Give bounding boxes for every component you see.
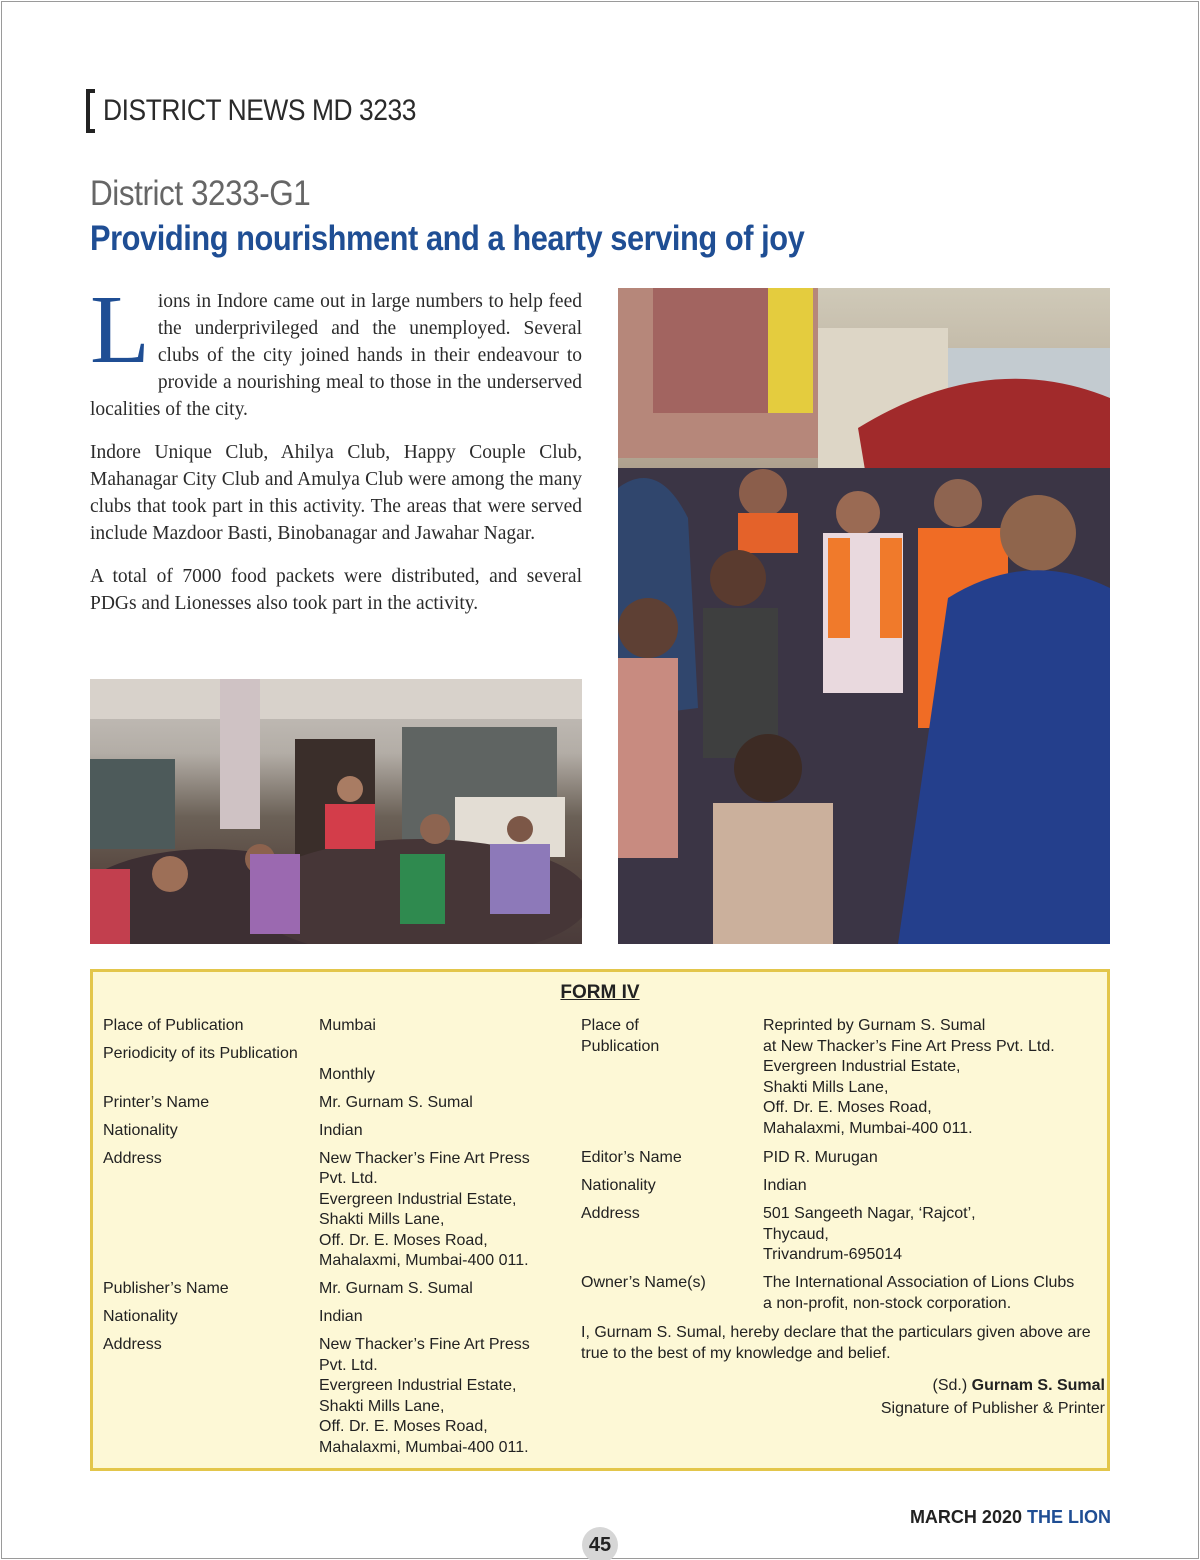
form-label: Nationality: [103, 1121, 178, 1139]
bracket-decoration: [86, 89, 95, 133]
form-value: New Thacker’s Fine Art Press Pvt. Ltd. Evergreen Industrial Estate, Shakti Mills Lane, Off. Dr. E. Moses Road, Mahalaxmi, Mumbai-400 011.: [319, 1336, 530, 1456]
form-value: 501 Sangeeth Nagar, ‘Rajcot’, Thycaud, Trivandrum-695014: [763, 1205, 976, 1263]
issue-footer: [910, 1507, 1111, 1528]
district-name: District 3233-G1: [90, 174, 311, 213]
declaration-text: I, Gurnam S. Sumal, hereby declare that the particulars given above are true to the best of my knowledge and belief.: [581, 1323, 1091, 1362]
form-label: Editor’s Name: [581, 1149, 682, 1166]
form-right-column: [581, 1016, 1105, 1420]
signature-prefix: (Sd.): [932, 1376, 968, 1394]
form-row: [103, 1335, 563, 1458]
form-row: [581, 1204, 1105, 1266]
food-distribution-photo: [90, 679, 582, 944]
paragraph-2: Indore Unique Club, Ahilya Club, Happy Couple Club, Mahanagar City Club and Amulya Club were among the many clubs that took part in this activity. The areas that were served include Mazdoor Basti, Binobanagar and Jawahar Nagar.: [90, 442, 582, 544]
form-value: The International Association of Lions Clubs a non-profit, non-stock corporation.: [763, 1274, 1075, 1312]
form-row: [581, 1176, 1105, 1197]
form-label: Address: [103, 1336, 162, 1353]
form-value: Mr. Gurnam S. Sumal: [319, 1093, 473, 1111]
form-value: Monthly: [319, 1065, 376, 1083]
magazine-name: THE LION: [1027, 1507, 1111, 1527]
food-distribution-illustration: [90, 679, 582, 944]
section-title: DISTRICT NEWS MD 3233: [103, 94, 417, 127]
form-label: Periodicity of its Publication: [103, 1045, 298, 1062]
volunteers-illustration: [618, 288, 1110, 944]
form-value: PID R. Murugan: [763, 1149, 878, 1166]
issue-date: MARCH 2020: [909, 1507, 1022, 1527]
form-row: [103, 1044, 563, 1085]
form-label: Owner’s Name(s): [581, 1274, 706, 1291]
form-row: [103, 1093, 563, 1114]
signature-name: Gurnam S. Sumal: [971, 1376, 1105, 1394]
form-label: Place of Publication: [581, 1017, 660, 1055]
form-label: Address: [581, 1205, 640, 1222]
paragraph-3: A total of 7000 food packets were distributed, and several PDGs and Lionesses also took part in the activity.: [90, 566, 582, 614]
paragraph-1-text: ions in Indore came out in large numbers to help feed the underprivileged and the unemployed. Several clubs of the city joined hands in their endeavour to provide a nourishing meal to those in the underserved localities of the city.: [90, 291, 582, 420]
form-label: Address: [103, 1149, 162, 1167]
form-row: [103, 1149, 563, 1272]
form-row: [103, 1016, 563, 1037]
paragraph-1: [90, 276, 582, 423]
signature-block: [581, 1374, 1105, 1420]
form-title: [93, 982, 1107, 1004]
form-row: [581, 1016, 1105, 1139]
form-value: Indian: [319, 1121, 363, 1139]
page-number: 45: [582, 1527, 618, 1560]
form-value: Indian: [319, 1308, 363, 1325]
form-row: [103, 1121, 563, 1142]
form-row: [103, 1279, 563, 1300]
form-row: [581, 1148, 1105, 1169]
form-value: New Thacker’s Fine Art Press Pvt. Ltd. Evergreen Industrial Estate, Shakti Mills Lane, Off. Dr. E. Moses Road, Mahalaxmi, Mumbai-400 011.: [319, 1149, 530, 1269]
article-body: [90, 276, 582, 633]
form-label: Place of Publication: [103, 1017, 244, 1034]
form-label: Printer’s Name: [103, 1093, 210, 1111]
lions-volunteers-photo: [618, 288, 1110, 944]
signature-line: [581, 1374, 1105, 1397]
form-title-text: FORM IV: [560, 982, 640, 1003]
form-row: [581, 1273, 1105, 1314]
form-row: [103, 1307, 563, 1328]
section-header: [86, 88, 459, 134]
form-label: Nationality: [581, 1177, 656, 1194]
form-value: Mumbai: [319, 1017, 376, 1034]
form-value: Indian: [763, 1177, 807, 1194]
drop-cap: L: [90, 276, 150, 384]
form-label: Nationality: [103, 1308, 178, 1325]
form-value: Mr. Gurnam S. Sumal: [319, 1280, 473, 1297]
article-headline: Providing nourishment and a hearty serving of joy: [90, 219, 805, 258]
form-label: Publisher’s Name: [103, 1280, 229, 1297]
form-value: Reprinted by Gurnam S. Sumal at New Thacker’s Fine Art Press Pvt. Ltd. Evergreen Industrial Estate, Shakti Mills Lane, Off. Dr. E. Moses Road, Mahalaxmi, Mumbai-400 011.: [763, 1017, 1055, 1137]
form-left-column: [103, 1016, 563, 1466]
signature-title: Signature of Publisher & Printer: [880, 1399, 1105, 1417]
form-iv-box: [90, 969, 1110, 1471]
